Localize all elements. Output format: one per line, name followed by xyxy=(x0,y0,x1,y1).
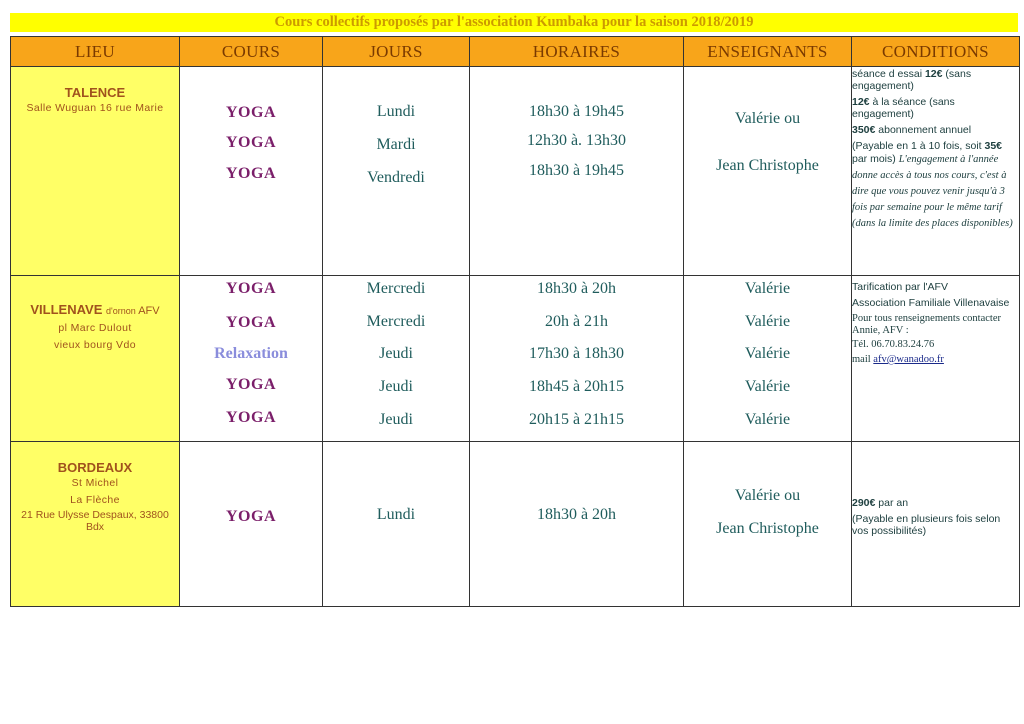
course-yoga: YOGA xyxy=(226,165,276,182)
day: Lundi xyxy=(376,506,416,523)
conditions-cell-talence xyxy=(852,67,1020,276)
day: Vendredi xyxy=(367,169,425,186)
course-yoga: YOGA xyxy=(226,409,276,426)
cours-cell-villenave xyxy=(180,276,323,442)
time-slot: 18h30 à 19h45 xyxy=(528,162,625,179)
condition-trial: séance d essai 12€ (sans engagement) xyxy=(852,68,972,92)
condition-annual: 350€ abonnement annuel xyxy=(852,124,972,136)
teacher: Valérie ou xyxy=(734,110,801,127)
condition-price: 290€ par an xyxy=(852,497,909,509)
teacher: Jean Christophe xyxy=(716,520,819,537)
time-slot: 12h30 à. 13h30 xyxy=(526,132,627,149)
lieu-address: vieux bourg Vdo xyxy=(54,339,136,351)
table-row-bordeaux xyxy=(11,442,1020,607)
time-slot: 17h30 à 18h30 xyxy=(528,345,625,362)
teacher: Valérie xyxy=(744,280,791,297)
cours-cell-talence xyxy=(180,67,323,276)
lieu-cell-villenave xyxy=(11,276,180,442)
lieu-address: 21 Rue Ulysse Despaux, 33800 Bdx xyxy=(21,509,169,533)
time-slot: 18h30 à 20h xyxy=(536,506,617,523)
day: Jeudi xyxy=(379,411,413,428)
header-cours: COURS xyxy=(180,37,323,67)
header-enseignants: ENSEIGNANTS xyxy=(684,37,852,67)
conditions-cell-villenave xyxy=(852,276,1020,442)
day: Mercredi xyxy=(366,280,426,297)
time-slot: 18h30 à 19h45 xyxy=(528,103,625,120)
course-yoga: YOGA xyxy=(226,376,276,393)
lieu-name-villenave: VILLENAVE d'ornon AFV xyxy=(30,302,160,317)
schedule-table xyxy=(10,36,1020,607)
lieu-cell-talence xyxy=(11,67,180,276)
condition-afv-name: Association Familiale Villenavaise xyxy=(852,297,1010,309)
header-horaires: HORAIRES xyxy=(470,37,684,67)
lieu-address: Salle Wuguan 16 rue Marie xyxy=(26,102,164,114)
condition-contact: Pour tous renseignements contacter Annie, AFV : xyxy=(852,313,1001,336)
lieu-cell-bordeaux xyxy=(11,442,180,607)
lieu-address: La Flèche xyxy=(70,494,120,506)
horaires-cell-villenave xyxy=(470,276,684,442)
course-yoga: YOGA xyxy=(226,508,276,525)
course-relaxation: Relaxation xyxy=(214,345,288,362)
condition-payable: (Payable en plusieurs fois selon vos possibilités) xyxy=(852,513,1001,537)
condition-afv-tarif: Tarification par l'AFV xyxy=(852,281,948,293)
teacher: Jean Christophe xyxy=(716,157,819,174)
document-title: Cours collectifs proposés par l'association Kumbaka pour la saison 2018/2019 xyxy=(10,13,1018,32)
teacher: Valérie xyxy=(744,411,791,428)
teacher: Valérie ou xyxy=(734,487,801,504)
condition-mail: mail afv@wanadoo.fr xyxy=(852,354,944,365)
header-conditions: CONDITIONS xyxy=(852,37,1020,67)
time-slot: 18h45 à 20h15 xyxy=(528,378,625,395)
table-row-talence xyxy=(11,67,1020,276)
condition-payable: (Payable en 1 à 10 fois, soit 35€ par mois) L'engagement à l'année donne accès à tous nos cours, c'est à dire que vous pouvez venir jusqu'à 3 fois par semaine pour le même tarif (dans la limite des places disponibles) xyxy=(852,140,1013,229)
conditions-cell-bordeaux xyxy=(852,442,1020,607)
condition-phone: Tél. 06.70.83.24.76 xyxy=(852,339,935,350)
course-yoga: YOGA xyxy=(226,104,276,121)
enseignants-cell-villenave xyxy=(684,276,852,442)
table-row-villenave xyxy=(11,276,1020,442)
course-yoga: YOGA xyxy=(226,134,276,151)
header-jours: JOURS xyxy=(323,37,470,67)
horaires-cell-bordeaux xyxy=(470,442,684,607)
time-slot: 18h30 à 20h xyxy=(536,280,617,297)
jours-cell-villenave xyxy=(323,276,470,442)
header-row xyxy=(11,37,1020,67)
cours-cell-bordeaux xyxy=(180,442,323,607)
lieu-name-bordeaux: BORDEAUX xyxy=(57,460,133,475)
day: Mercredi xyxy=(366,313,426,330)
jours-cell-talence xyxy=(323,67,470,276)
course-yoga: YOGA xyxy=(226,280,276,297)
day: Jeudi xyxy=(379,345,413,362)
enseignants-cell-bordeaux xyxy=(684,442,852,607)
mail-link[interactable]: afv@wanadoo.fr xyxy=(873,354,944,365)
lieu-name-talence: TALENCE xyxy=(64,85,126,100)
enseignants-cell-talence xyxy=(684,67,852,276)
teacher: Valérie xyxy=(744,345,791,362)
jours-cell-bordeaux xyxy=(323,442,470,607)
lieu-address: pl Marc Dulout xyxy=(58,322,132,334)
time-slot: 20h à 21h xyxy=(544,313,609,330)
time-slot: 20h15 à 21h15 xyxy=(528,411,625,428)
course-yoga: YOGA xyxy=(226,314,276,331)
day: Mardi xyxy=(376,136,416,153)
day: Jeudi xyxy=(379,378,413,395)
horaires-cell-talence xyxy=(470,67,684,276)
teacher: Valérie xyxy=(744,313,791,330)
lieu-address: St Michel xyxy=(71,477,119,489)
header-lieu: LIEU xyxy=(11,37,180,67)
teacher: Valérie xyxy=(744,378,791,395)
condition-session: 12€ à la séance (sans engagement) xyxy=(852,96,955,120)
day: Lundi xyxy=(376,103,416,120)
